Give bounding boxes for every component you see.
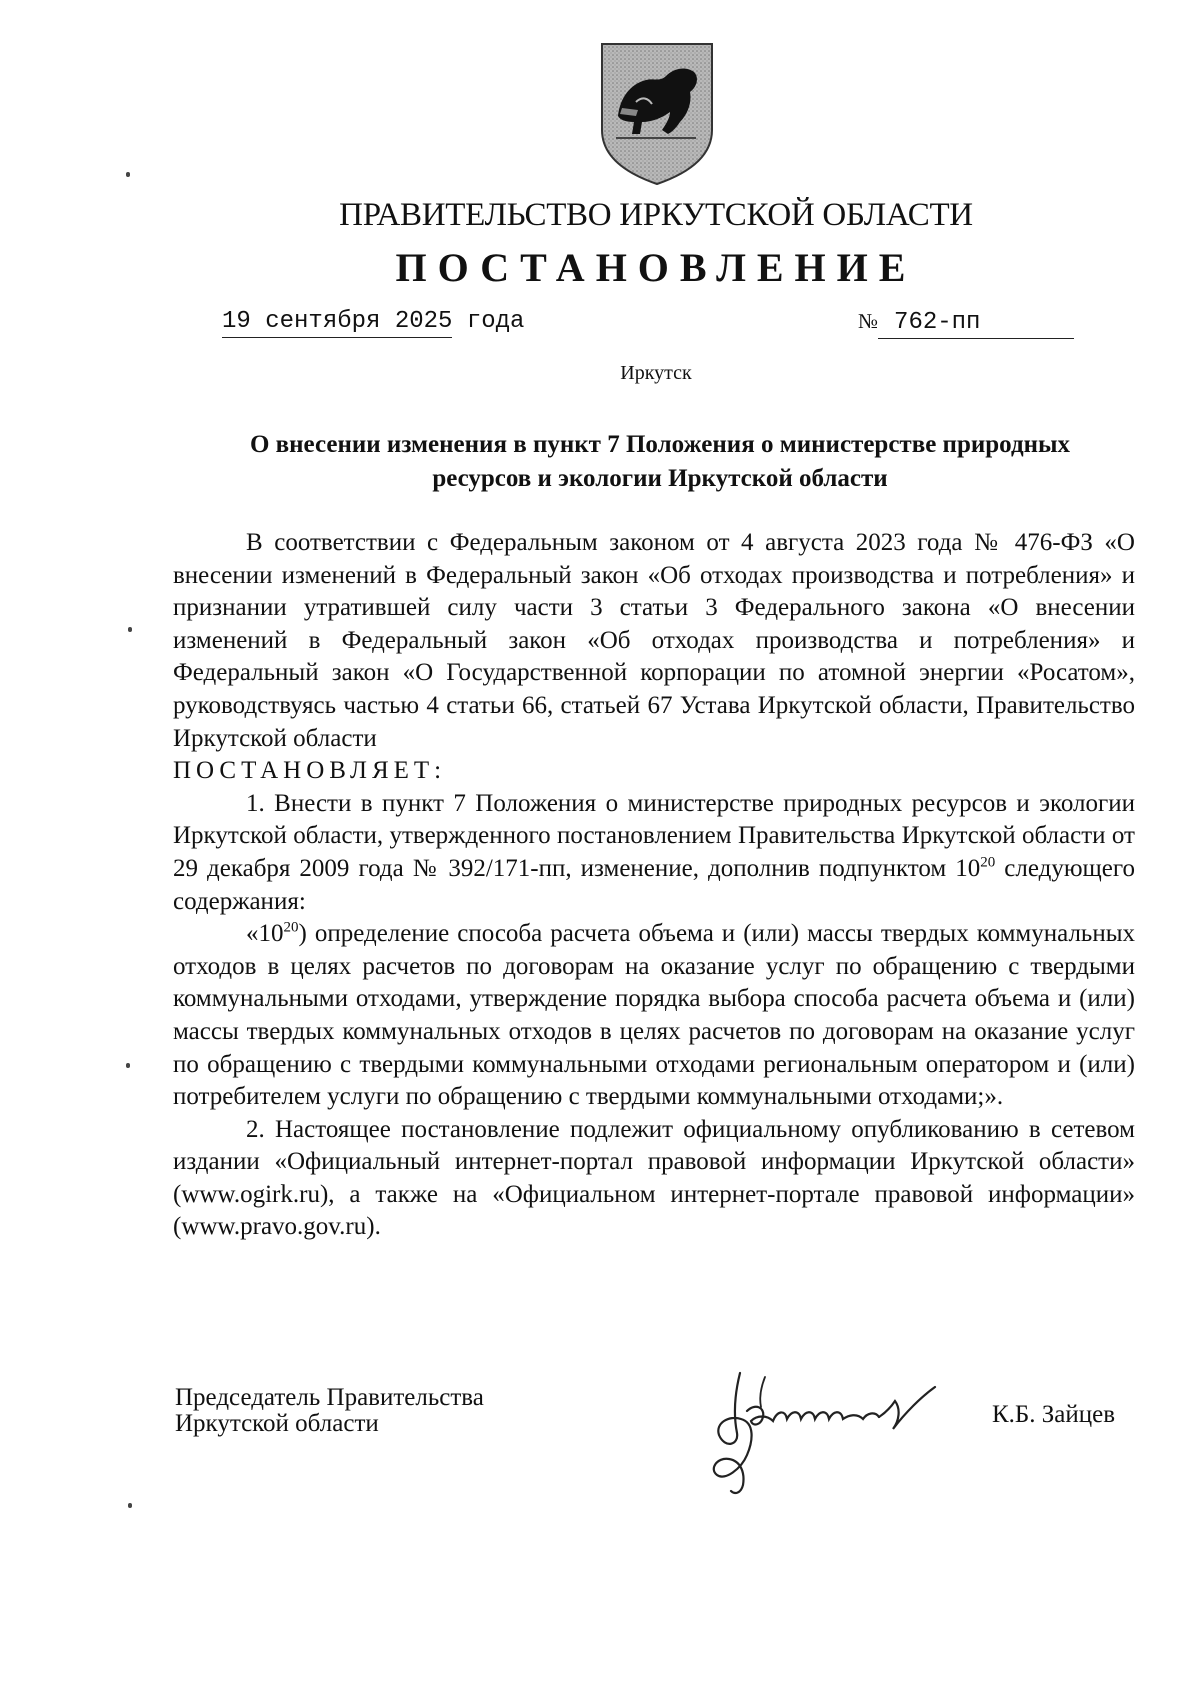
city-name: Иркутск	[620, 362, 692, 384]
signatory-position	[175, 1385, 484, 1437]
document-number	[858, 308, 1074, 339]
scan-mark	[128, 627, 132, 632]
scan-mark	[128, 1503, 132, 1508]
resolves-heading: ПОСТАНОВЛЯЕТ:	[173, 757, 447, 785]
document-type: ПОСТАНОВЛЕНИЕ	[395, 245, 917, 290]
handwritten-signature-icon	[695, 1363, 955, 1498]
quote-text: ) определение способа расчета объема и (или) массы твердых коммунальных отходов в целях расчетов по договорам на оказание услуг по обращению с твердыми коммунальными отходами, утверждение порядка выбора способа расчета объема и (или) массы твердых коммунальных отходов в целях расчетов по договорам на оказание услуг по обращению с твердыми коммунальными отходами региональным оператором и (или) потребителем услуги по обращению с твердыми коммунальными отходами;».	[173, 920, 1135, 1111]
item-1-text-b: следующего содержания:	[173, 854, 1135, 915]
preamble-paragraph: В соответствии с Федеральным законом от 4 августа 2023 года № 476-ФЗ «О внесении изменений в Федеральный закон «Об отходах производства и потребления» и признании утратившей силу части 3 статьи 3 Федерального закона «О внесении изменений в Федеральный закон «Об отходах производства и потребления» и Федеральный закон «О Государственной корпорации по атомной энергии «Росатом», руководствуясь частью 4 статьи 66, статьей 67 Устава Иркутской области, Правительство Иркутской области	[173, 529, 1135, 752]
quote-paragraph	[173, 918, 1135, 1114]
quote-open: «10	[246, 920, 284, 948]
item-1-paragraph	[173, 788, 1135, 918]
scan-mark	[126, 172, 130, 177]
scan-mark	[126, 1063, 130, 1068]
position-line-2: Иркутской области	[175, 1410, 379, 1437]
quote-superscript: 20	[283, 919, 299, 936]
date-value: 19 сентября 2025	[222, 308, 452, 338]
position-line-1: Председатель Правительства	[175, 1384, 484, 1411]
number-value: 762-пп	[878, 309, 1074, 339]
signatory-name: К.Б. Зайцев	[992, 1401, 1116, 1428]
coat-of-arms-icon	[596, 38, 718, 188]
title-line-1: О внесении изменения в пункт 7 Положения о министерстве природных	[249, 431, 1071, 458]
title-line-2: ресурсов и экологии Иркутской области	[432, 465, 888, 492]
document-date	[222, 308, 524, 335]
document-title	[160, 428, 1160, 496]
item-1-superscript: 20	[980, 854, 996, 871]
date-suffix: года	[466, 308, 525, 335]
item-1-text-a: 1. Внести в пункт 7 Положения о министерстве природных ресурсов и экологии Иркутской области, утвержденного постановлением Правительства Иркутской области от 29 декабря 2009 года № 392/171-пп, изменение, дополнив подпунктом 10	[173, 789, 1135, 882]
item-2-paragraph: 2. Настоящее постановление подлежит официальному опубликованию в сетевом издании «Официальный интернет-портал правовой информации Иркутской области» (www.ogirk.ru), а также на «Официальном интернет-портале правовой информации» (www.pravo.gov.ru).	[173, 1115, 1135, 1241]
document-body	[173, 527, 1135, 1244]
government-name: ПРАВИТЕЛЬСТВО ИРКУТСКОЙ ОБЛАСТИ	[339, 197, 973, 233]
number-sign: №	[858, 309, 879, 333]
